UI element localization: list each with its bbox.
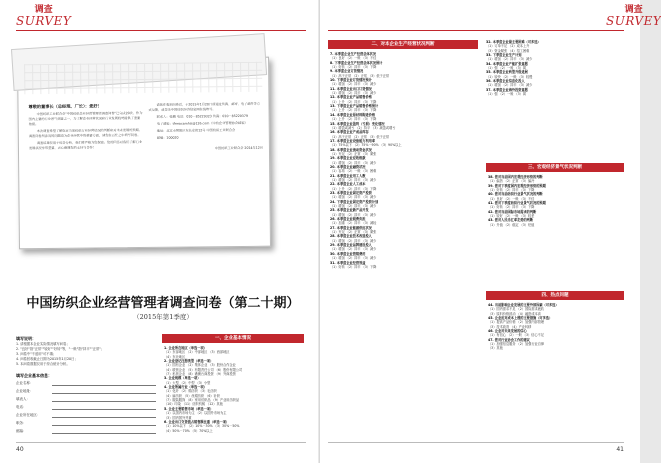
answer-options[interactable]: （3）原料价格波动 （4）融资成本高 xyxy=(488,311,541,316)
answer-options[interactable]: （1）国内需求不足 （2）国际需求疲软 xyxy=(488,307,545,312)
answer-options[interactable]: （1）上升 （2）持平 （3）下降 xyxy=(330,117,377,122)
form-field-filler[interactable] xyxy=(16,394,156,402)
letter-contact: 联系人：张鹏 电话：010－85229323 传真：010－85229379 xyxy=(156,113,248,119)
answer-options[interactable]: （1）75%以下 （2）75%－90% （3）90%以上 xyxy=(330,143,402,148)
question-text: 6. 企业出口交货值占销售额比重（单选一项） xyxy=(164,419,230,424)
question-text: 42. 您对当前国际市场需求的判断 xyxy=(488,209,537,214)
answer-options[interactable]: （1）上升 （2）持平 （3）下降 xyxy=(330,108,377,113)
letter-card xyxy=(17,57,271,250)
question-text: 22. 本季度企业人工成本 xyxy=(330,182,366,187)
question-text: 13. 下季度企业产品销售价格预计 xyxy=(330,104,379,109)
answer-options[interactable]: （1）好转 （2）持平 （3）下降 xyxy=(330,65,377,70)
question-text: 43. 您对人民币汇率走势的判断 xyxy=(488,218,534,223)
question-text: 17. 本季度企业设备能力利用率 xyxy=(330,138,376,143)
answer-options[interactable]: （4）联营企业 （5）有限责任公司 （6）股份有限公司 xyxy=(164,367,243,372)
survey-title: 中国纺织企业经营管理者调查问卷（第二十期） xyxy=(26,296,300,311)
answer-options[interactable]: （1）增加 （2）持平 （3）减少 xyxy=(330,177,377,182)
answer-options[interactable]: （1）大型 （2）中型 （3）小型 xyxy=(164,380,211,385)
question-text: 46. 企业对未来发展的信心 xyxy=(488,329,527,334)
question-text: 47. 您对行业协会工作的建议 xyxy=(488,337,530,342)
form-label: 职务： xyxy=(16,421,27,425)
question-text: 23. 本季度企业固定资产投资 xyxy=(330,191,372,195)
header-rule xyxy=(328,30,624,31)
answer-options[interactable]: （1）增加 （2）持平 （3）减少 xyxy=(330,204,377,209)
section-banner-macro: 三、宏观经济景气状况判断 xyxy=(486,163,624,172)
letter-paragraph: 本次调查希望了解您对当前纺织行业经营状况的判断和对未来发展的预期，调查问卷所涉及的问题均为企业经营中的重要方面，请您在百忙之中填写问卷。 xyxy=(28,128,142,139)
instruction-line: 5. 本问卷数据仅用于综合统计分析。 xyxy=(16,362,70,366)
answer-options[interactable]: （1）充足 （2）正常 （3）紧张 xyxy=(330,230,377,235)
answer-options[interactable]: （1）上升 （2）持平 （3）下降 xyxy=(330,99,377,104)
question-text: 24. 下季度企业固定资产投资计划 xyxy=(330,199,379,204)
answer-options[interactable]: （3）技术改造 （4）产业转移 xyxy=(488,324,532,329)
answer-options[interactable]: （3）国内国外并重 xyxy=(164,415,192,420)
instruction-line: 4. 问卷回收截止日期为2015年1月20日； xyxy=(16,357,78,361)
answer-options[interactable]: （4）东北地区 xyxy=(164,354,186,359)
brand-logo-right xyxy=(606,6,661,27)
question-text: 29. 本季度企业品牌建设投入 xyxy=(330,243,372,248)
right-page xyxy=(320,0,661,463)
answer-options[interactable]: （7）服装服饰 （8）家用纺织品 （9）产业用纺织品 xyxy=(164,398,240,403)
form-field-region[interactable] xyxy=(16,410,156,418)
question-text: 7. 本季度企业生产经营总体状况 xyxy=(330,52,376,56)
answer-options[interactable]: （1）强 （2）一般 （3）弱 xyxy=(486,92,526,97)
footer-rule xyxy=(16,442,306,443)
question-text: 8. 下季度企业生产经营总体状况预计 xyxy=(330,60,383,65)
footer-rule xyxy=(328,442,624,443)
question-text: 10. 下季度企业订货情况预计 xyxy=(330,78,372,83)
question-text: 3. 企业规模（单选一项） xyxy=(164,376,201,381)
question-text: 18. 本季度企业流动资金状况 xyxy=(330,147,372,152)
answer-options[interactable]: （1）高于正常 （2）正常 （3）低于正常 xyxy=(330,134,390,139)
form-field-address[interactable] xyxy=(16,386,156,394)
question-text: 26. 本季度企业税费负担 xyxy=(330,217,366,222)
answer-options[interactable]: （10）印染 （11）纺织机械 （12）其他 xyxy=(164,402,223,407)
answer-options[interactable]: （1）良好 （2）一般 （3）不佳 xyxy=(330,56,377,61)
form-label: 企业名称： xyxy=(16,381,34,385)
section-banner-hot-topics: 四、热点问题 xyxy=(486,291,624,300)
brand-cn: 调查 xyxy=(624,5,643,15)
letter-paragraph: 调查结果仅用于综合分析，我们将严格为您保密。您的回答对我们了解行业发展状况非常重要，衷心感谢您的支持与合作！ xyxy=(28,140,143,151)
answer-options[interactable]: （1）提高产品价格 （2）加强内部管理 xyxy=(488,320,545,325)
page-number-left: 40 xyxy=(16,446,24,453)
instruction-line: 1. 请根据本企业实际情况填写问卷； xyxy=(16,342,70,346)
form-blank[interactable] xyxy=(52,404,156,410)
question-text: 2. 企业登记注册类型（单选一项） xyxy=(164,359,214,364)
answer-options[interactable]: （7）私营企业 （8）港澳台商投资 （9）外商投资 xyxy=(164,372,236,377)
letter-column-1 xyxy=(28,103,143,153)
instructions-block xyxy=(16,336,156,434)
form-blank[interactable] xyxy=(52,420,156,426)
question-text: 9. 本季度企业订货情况 xyxy=(330,69,364,74)
brand-en: SURVEY xyxy=(16,14,72,28)
answer-options[interactable]: （3）资金紧张 （4）招工困难 xyxy=(486,48,530,53)
form-blank[interactable] xyxy=(52,428,156,434)
answer-options[interactable]: （1）化纤 （2）棉纺织 （3）毛纺织 xyxy=(164,389,217,394)
form-label: 企业地址： xyxy=(16,389,34,393)
answer-options[interactable]: （1）增加 （2）持平 （3）减少 xyxy=(486,83,533,88)
answer-options[interactable]: （3）其他 xyxy=(488,346,503,351)
answer-options[interactable]: （1）增加 （2）持平 （3）减少 xyxy=(330,212,377,217)
question-text: 25. 本季度企业新产品开发 xyxy=(330,208,369,213)
instructions-heading: 填写说明： xyxy=(16,336,36,341)
form-label: 电话： xyxy=(16,405,27,409)
section-banner-operations: 二、对本企业生产经营状况判断 xyxy=(328,40,478,49)
answer-options[interactable]: （1）增加 （2）持平 （3）减少 xyxy=(330,160,377,165)
instruction-line: 2. "良好"指"正常""较好""好转"等，"一般"指"持平""正常"； xyxy=(16,347,105,351)
answer-options[interactable]: （1）良好 （2）一般 （3）不佳 xyxy=(488,196,535,201)
left-page xyxy=(0,0,320,463)
question-column-right-1 xyxy=(330,52,478,438)
form-blank[interactable] xyxy=(52,388,156,394)
answer-options[interactable]: （1）增加 （2）持平 （3）减少 xyxy=(330,247,377,252)
answer-options[interactable]: （1）上升 （2）持平 （3）下降 xyxy=(330,186,377,191)
question-text: 39. 您对下季度国内宏观经济形势的预期 xyxy=(488,183,546,188)
question-text: 32. 本季度企业最主要困难（可多选） xyxy=(486,40,541,44)
answer-options[interactable]: （1）以国内市场为主 （2）以国外市场为主 xyxy=(164,411,227,416)
answer-options[interactable]: （1）增加 （2）持平 （3）减少 xyxy=(486,57,533,62)
question-text: 33. 下季度企业生产计划 xyxy=(486,53,522,58)
answer-options[interactable]: （1）升值 （2）稳定 （3）贬值 xyxy=(488,222,535,227)
question-text: 27. 本季度企业能源供应状况 xyxy=(330,225,372,230)
answer-options[interactable]: （1）增加 （2）持平 （3）减少 xyxy=(330,256,377,261)
answer-options[interactable]: （1）10%以下 （2）10%－30% （3）30%－50% xyxy=(164,424,240,429)
answer-options[interactable]: （1）较好 （2）一般 （3）较差 xyxy=(488,214,535,219)
letter-contact: 地址：北京市朝阳区东长安街12号 中国纺织工业联合会 xyxy=(156,128,236,133)
answer-options[interactable]: （1）增加 （2）持平 （3）减少 xyxy=(330,82,377,87)
brand-cn: 调查 xyxy=(34,5,53,15)
question-text: 45. 企业应对成本上涨的主要措施（可多选） xyxy=(488,316,553,321)
question-text: 34. 本季度企业产能扩张意愿 xyxy=(486,61,528,66)
answer-options[interactable]: （1）东部地区 （2）中部地区 （3）西部地区 xyxy=(164,350,230,355)
answer-options[interactable]: （4）50%－70% （5）70%以上 xyxy=(164,428,213,433)
question-text: 41. 您对下季度纺织行业景气状况的预期 xyxy=(488,201,546,206)
question-text: 19. 本季度企业应收账款 xyxy=(330,156,366,161)
form-blank[interactable] xyxy=(52,380,156,386)
question-text: 30. 本季度企业营销费用 xyxy=(330,251,366,256)
question-text: 1. 企业所在地区（单选一项） xyxy=(164,346,207,350)
question-text: 36. 本季度企业信息化投入 xyxy=(486,79,525,84)
answer-options[interactable]: （1）较快 （2）一般 （3）较慢 xyxy=(486,74,533,79)
answer-options[interactable]: （1）加重 （2）持平 （3）减轻 xyxy=(330,221,377,226)
answer-options[interactable]: （1）增加 （2）持平 （3）减少 xyxy=(330,238,377,243)
question-text: 40. 您对当前纺织行业景气状况的判断 xyxy=(488,192,543,197)
question-text: 20. 本季度企业融资状况 xyxy=(330,164,366,169)
answer-options[interactable]: （4）麻纺织 （5）丝绢纺织 （6）针织 xyxy=(164,393,220,398)
answer-options[interactable]: （1）充足 （2）正常 （3）紧张 xyxy=(330,151,377,156)
question-text: 15. 本季度企业盈利（亏损）变化情况 xyxy=(330,121,385,126)
question-text: 16. 本季度企业产成品库存 xyxy=(330,130,369,135)
answer-options[interactable]: （1）好转 （2）持平 （3）下降 xyxy=(488,188,535,193)
brand-logo-left xyxy=(16,6,71,27)
question-text: 37. 本季度企业海外投资意愿 xyxy=(486,87,528,92)
header-rule xyxy=(16,30,306,31)
form-field-company[interactable] xyxy=(16,378,156,386)
question-text: 14. 本季度企业原材料购进价格 xyxy=(330,112,376,117)
brand-en: SURVEY xyxy=(606,14,661,28)
card-grid-decoration xyxy=(24,62,262,94)
letter-contact: 电子邮箱：tfeeacamhsi@126.com（中纺企业管理协会邮箱） xyxy=(156,120,248,126)
form-heading: 填写企业基本信息： xyxy=(16,373,52,378)
answer-options[interactable]: （1）容易 （2）一般 （3）困难 xyxy=(330,169,377,174)
answer-options[interactable]: （1）订单不足 （2）成本上升 xyxy=(486,44,530,49)
answer-options[interactable]: （1）增加 （2）持平 （3）减少 xyxy=(330,91,377,96)
question-text: 31. 本季度企业经营效益 xyxy=(330,260,366,265)
form-label: 填表人： xyxy=(16,397,30,401)
answer-options[interactable]: （1）有信心 （2）一般 （3）信心不足 xyxy=(488,333,544,338)
form-label: 企业所在地区： xyxy=(16,413,41,417)
question-text: 21. 本季度企业用工人数 xyxy=(330,173,366,178)
instruction-line: 3. 问卷中"不适用"可不填； xyxy=(16,352,57,356)
letter-signature: 中国纺织工业联合会 2014年12月 xyxy=(214,145,263,151)
letter-column-2 xyxy=(148,102,263,152)
question-text: 4. 企业所属行业（单选一项） xyxy=(164,385,207,390)
form-blank[interactable] xyxy=(52,396,156,402)
question-text: 5. 企业主要销售市场（单选一项） xyxy=(164,406,214,411)
form-field-position[interactable] xyxy=(16,418,156,426)
question-column-left xyxy=(164,346,306,438)
question-text: 38. 您对当前国内宏观经济形势的判断 xyxy=(488,175,543,179)
question-text: 44. 当前影响企业发展的主要外部因素（可多选） xyxy=(488,303,559,307)
question-column-right-2-mid xyxy=(488,175,624,275)
answer-options[interactable]: （1）好转 （2）持平 （3）下降 xyxy=(488,205,535,210)
answer-options[interactable]: （1）增加 （2）持平 （3）减少 xyxy=(330,195,377,200)
answer-options[interactable]: （1）强 （2）一般 （3）弱 xyxy=(486,66,526,71)
question-column-right-2-top xyxy=(486,40,624,100)
question-text: 28. 本季度企业技术改造投入 xyxy=(330,234,372,239)
letter-salutation: 尊敬的董事长（总经理、厂长）：您好！ xyxy=(28,103,102,110)
form-label: 邮编： xyxy=(16,429,27,433)
form-blank[interactable] xyxy=(52,412,156,418)
letter-contact: 邮编：100020 xyxy=(156,135,179,140)
answer-options[interactable]: （1）国有企业 （2）集体企业 （3）股份合作企业 xyxy=(164,363,236,368)
answer-options[interactable]: （1）加强信息服务 （2）加强行业自律 xyxy=(488,342,545,347)
section-banner-basic-info: 一、企业基本情况 xyxy=(162,334,304,343)
answer-options[interactable]: （1）好转 （2）持平 （3）下降 xyxy=(330,264,377,269)
letter-paragraph: 中国纺织工业联合会"中国纺织企业经营管理者调查问卷"已完成20次，作为国内主要的行业景气调查之一，为了解企业经营状况和行业发展趋势提供了重要依据。 xyxy=(28,111,143,127)
question-text: 35. 本季度企业转型升级进展 xyxy=(486,70,528,75)
question-text: 11. 本季度企业出口订货情况 xyxy=(330,86,372,91)
survey-subtitle: （2015年第1季度） xyxy=(133,313,193,321)
page-number-right: 41 xyxy=(616,446,624,453)
question-text: 12. 本季度企业产品销售价格 xyxy=(330,95,372,100)
form-field-postcode[interactable] xyxy=(16,426,156,434)
letter-paragraph: 请您在收到问卷后，于2015年1月20日前通过传真、邮寄、电子邮件等方式反馈，或登录中国纺织经济信息网在线填写。 xyxy=(148,101,260,112)
form-field-phone[interactable] xyxy=(16,402,156,410)
answer-options[interactable]: （1）增盈或减亏 （2）持平 （3）减盈或增亏 xyxy=(330,125,396,130)
answer-options[interactable]: （1）偏热 （2）正常 （3）偏冷 xyxy=(488,179,535,184)
question-column-right-2-bottom xyxy=(488,303,624,438)
answer-options[interactable]: （1）高于正常 （2）正常 （3）低于正常 xyxy=(330,73,390,78)
